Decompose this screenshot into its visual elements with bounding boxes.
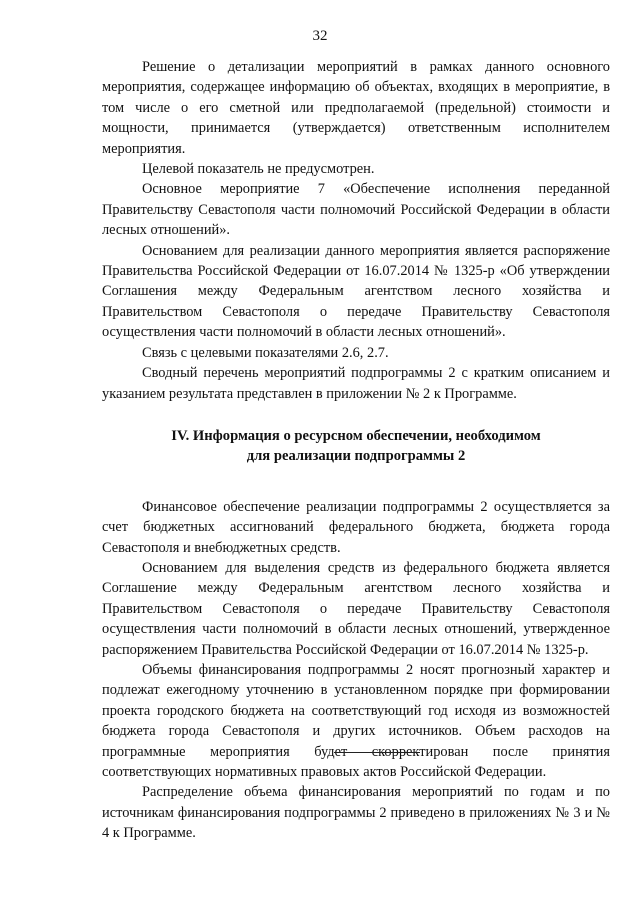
paragraph: Объемы финансирования подпрограммы 2 носят прогнозный характер и подлежат ежегодному уточнению в установленном порядке при формировании проекта городского бюджета на соответствующий год исходя из возможностей бюджета города Севастополя и других источников. Объем расходов на программные мероприятия будет скорректирован после принятия соответствующих нормативных правовых актов Российской Федерации.: [102, 661, 610, 780]
paragraph: Основное мероприятие 7 «Обеспечение исполнения переданной Правительству Севастополя части полномочий Российской Федерации в области лесных отношений».: [102, 181, 610, 239]
paragraph: Основанием для выделения средств из федерального бюджета является Соглашение между Федеральным агентством лесного хозяйства и Правительством Севастополя о передаче Правительству Севастополя осуществления части полномочий в области лесных отношений, утвержденное распоряжением Правительства Российской Федерации от 16.07.2014 № 1325-р.: [102, 559, 610, 658]
paragraph: Связь с целевыми показателями 2.6, 2.7.: [142, 344, 389, 361]
end-divider: [334, 752, 420, 753]
paragraph: Распределение объема финансирования мероприятий по годам и по источникам финансирования подпрограммы 2 приведено в приложениях № 3 и № 4 к Программе.: [102, 784, 610, 842]
document-body: [102, 57, 610, 844]
page-number: 32: [312, 28, 328, 44]
paragraph: Финансовое обеспечение реализации подпрограммы 2 осуществляется за счет бюджетных ассигнований федерального бюджета, бюджета города Севастополя и внебюджетных средств.: [102, 498, 610, 556]
paragraph: Решение о детализации мероприятий в рамках данного основного мероприятия, содержащее информацию об объектах, входящих в мероприятие, в том числе о его сметной или предполагаемой (предельной) стоимости и мощности, принимается (утверждается) ответственным исполнителем мероприятия.: [102, 59, 610, 157]
section-heading-line-1: IV. Информация о ресурсном обеспечении, необходимом: [171, 427, 541, 444]
paragraph: Основанием для реализации данного мероприятия является распоряжение Правительства Российской Федерации от 16.07.2014 № 1325-р «Об утверждении Соглашения между Федеральным агентством лесного хозяйства и Правительством Севастополя о передаче Правительству Севастополя осуществления части полномочий в области лесных отношений».: [102, 242, 610, 341]
paragraph: Целевой показатель не предусмотрен.: [142, 161, 375, 178]
section-heading-line-2: для реализации подпрограммы 2: [246, 448, 466, 465]
section-heading: [102, 426, 610, 467]
paragraph: Сводный перечень мероприятий подпрограммы 2 с кратким описанием и указанием результата представлен в приложении № 2 к Программе.: [102, 365, 610, 402]
